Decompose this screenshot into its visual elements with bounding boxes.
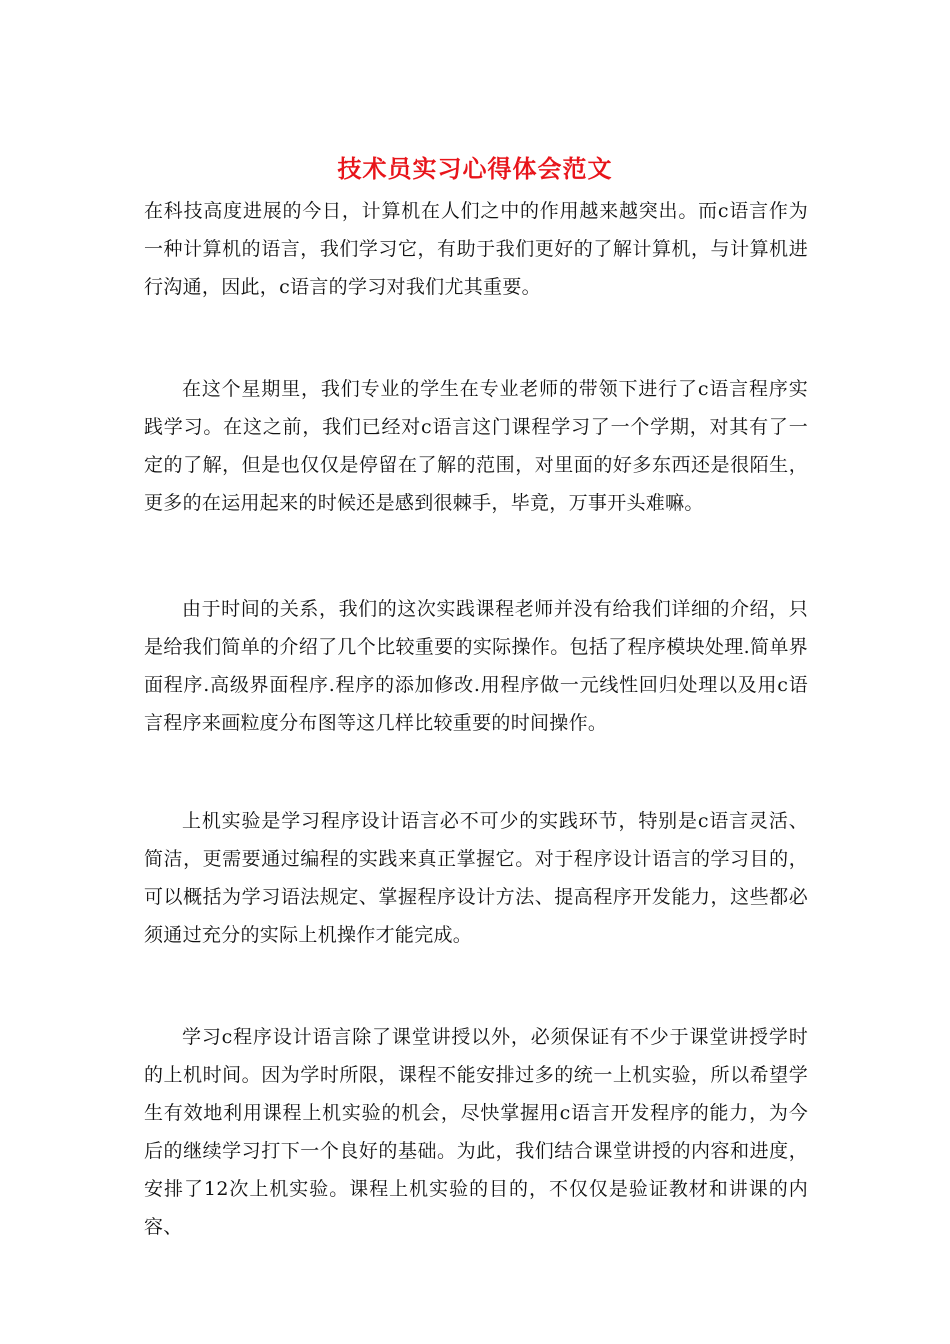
paragraph-1: 在科技高度进展的今日，计算机在人们之中的作用越来越突出。而c语言作为一种计算机的语言，我们学习它，有助于我们更好的了解计算机，与计算机进行沟通，因此，c语言的学习对我们尤其重要。	[144, 200, 808, 298]
paragraph-4: 上机实验是学习程序设计语言必不可少的实践环节，特别是c语言灵活、简洁，更需要通过编程的实践来真正掌握它。对于程序设计语言的学习目的，可以概括为学习语法规定、掌握程序设计方法、提高程序开发能力，这些都必须通过充分的实际上机操作才能完成。	[144, 810, 808, 946]
document-title: 技术员实习心得体会范文	[337, 154, 613, 183]
paragraph-5: 学习c程序设计语言除了课堂讲授以外，必须保证有不少于课堂讲授学时的上机时间。因为学时所限，课程不能安排过多的统一上机实验，所以希望学生有效地利用课程上机实验的机会，尽快掌握用c语言开发程序的能力，为今后的继续学习打下一个良好的基础。为此，我们结合课堂讲授的内容和进度，安排了12次上机实验。课程上机实验的目的，不仅仅是验证教材和讲课的内容、	[144, 1026, 808, 1238]
paragraph-3: 由于时间的关系，我们的这次实践课程老师并没有给我们详细的介绍，只是给我们简单的介绍了几个比较重要的实际操作。包括了程序模块处理.简单界面程序.高级界面程序.程序的添加修改.用程序做一元线性回归处理以及用c语言程序来画粒度分布图等这几样比较重要的时间操作。	[144, 598, 808, 734]
paragraph-2: 在这个星期里，我们专业的学生在专业老师的带领下进行了c语言程序实践学习。在这之前，我们已经对c语言这门课程学习了一个学期，对其有了一定的了解，但是也仅仅是停留在了解的范围，对里面的好多东西还是很陌生，更多的在运用起来的时候还是感到很棘手，毕竟，万事开头难嘛。	[144, 378, 808, 514]
